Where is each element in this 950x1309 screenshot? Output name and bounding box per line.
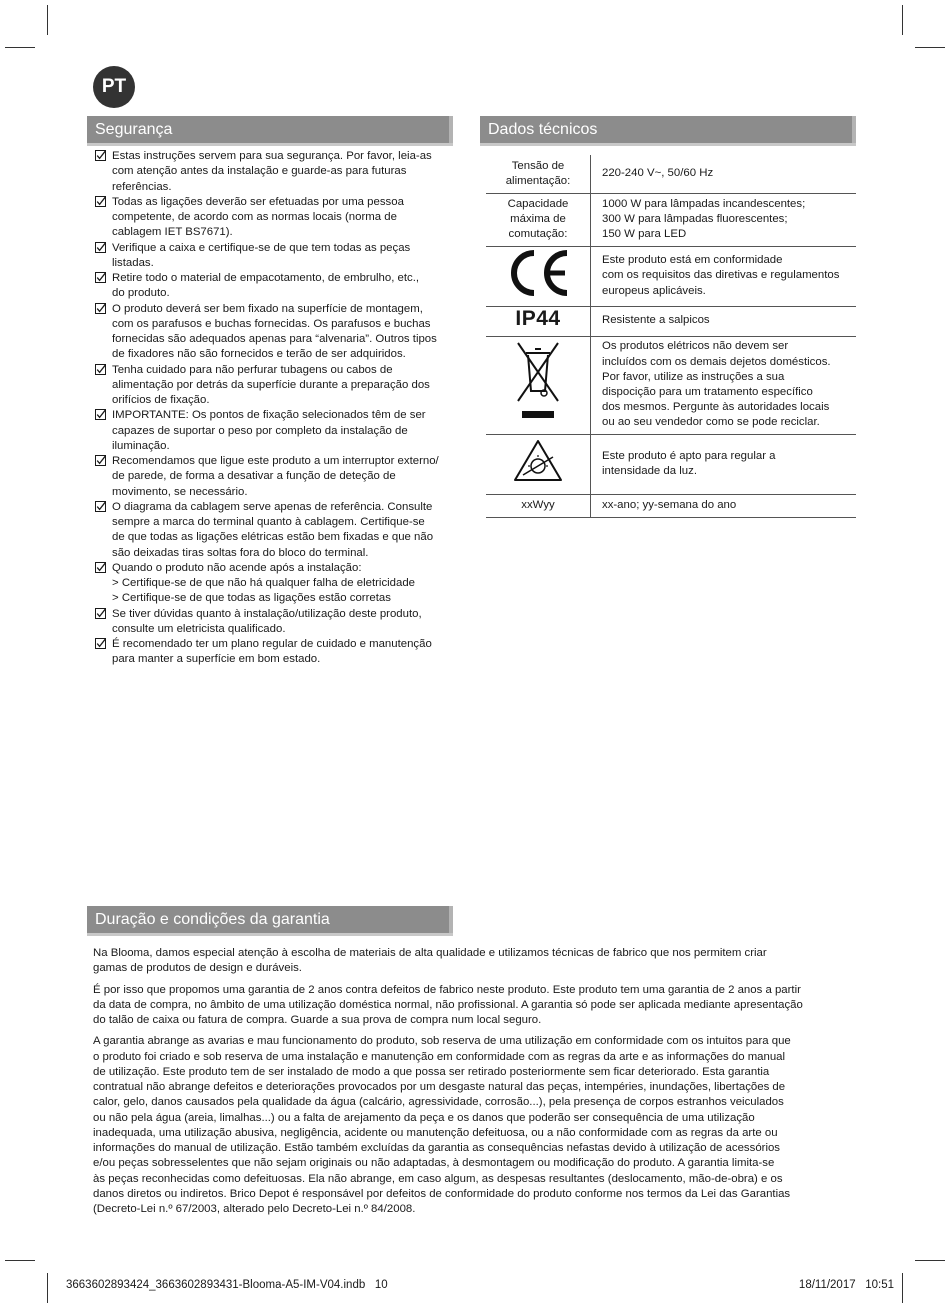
tech-row-value <box>591 246 857 306</box>
tech-row-value <box>591 193 857 246</box>
tech-row <box>486 155 856 193</box>
text-line: orifícios de fixação. <box>112 394 210 406</box>
text-line: 300 W para lâmpadas fluorescentes; <box>602 212 788 225</box>
warranty-heading: Duração e condições da garantia <box>87 906 453 933</box>
text-line: cablagem IET BS7671). <box>112 226 233 239</box>
text-line: 150 W para LED <box>602 228 687 241</box>
checkbox-checked-icon <box>95 272 106 283</box>
safety-item <box>95 241 467 272</box>
text-line: com atenção antes da instalação e guarde-as para futuras <box>112 165 407 178</box>
text-line: às peças reconhecidas como defeituosas. Ela não abrange, em caso algum, as despesas resultantes (deslocamento, mão-de-obra) e os <box>93 1172 783 1185</box>
text-line: gamas de produtos de design e duráveis. <box>93 962 302 975</box>
warranty-paragraph <box>93 946 859 977</box>
text-line: inadequada, uma utilização abusiva, negligência, acidente ou manutenção defeituosa, ou a não conformidade com as regras da arte ou <box>93 1126 778 1139</box>
text-line: Estas instruções servem para sua segurança. Por favor, leia-as <box>112 150 432 162</box>
text-line: informações do manual de utilização. Estão também excluídas da garantia as consequências nefastas devido à utilização de acessórios <box>93 1142 781 1154</box>
text-line: IMPORTANTE: Os pontos de fixação selecionados têm de ser <box>112 409 426 422</box>
tech-heading: Dados técnicos <box>480 116 856 143</box>
safety-item <box>95 500 467 561</box>
text-line: fornecidas são adequados apenas para “alvenaria”. Outros tipos <box>112 333 437 345</box>
footer-timestamp: 18/11/2017 10:51 <box>798 1279 894 1291</box>
text-line: alimentação por detrás da superfície durante a preparação dos <box>112 378 430 391</box>
ce-mark-icon <box>505 248 571 303</box>
crop-mark <box>47 5 48 35</box>
text-line: Retire todo o material de empacotamento, de embrulho, etc., <box>112 272 420 284</box>
text-line: danos diretos ou indiretos. Brico Depot é responsável por defeitos de conformidade do produto conforme nos termos da Lei das Garantias <box>93 1187 791 1200</box>
safety-item <box>95 302 467 363</box>
checkbox-checked-icon <box>95 196 106 207</box>
text-line: comutação: <box>508 228 568 241</box>
text-line: listadas. <box>112 256 154 269</box>
dimmable-triangle-icon <box>512 438 564 489</box>
tech-row <box>486 246 856 306</box>
text-line: intensidade da luz. <box>602 465 697 477</box>
tech-row-key <box>486 434 591 494</box>
crop-mark <box>915 1260 945 1261</box>
safety-item <box>95 271 467 302</box>
text-line: 1000 W para lâmpadas incandescentes; <box>602 197 806 210</box>
safety-item <box>95 149 467 195</box>
text-line: A garantia abrange as avarias e mau funcionamento do produto, sob reserva de uma utilização em conformidade com os intuitos para que <box>93 1035 791 1048</box>
text-line: Este produto está em conformidade <box>602 254 783 267</box>
text-line: Quando o produto não acende após a instalação: <box>112 561 362 574</box>
text-line: > Certifique-se de que não há qualquer falha de eletricidade <box>112 577 416 589</box>
tech-row-key <box>486 155 591 193</box>
text-line: para manter a superfície em bom estado. <box>112 653 321 666</box>
tech-row-key <box>486 336 591 434</box>
checkbox-checked-icon <box>95 364 106 375</box>
tech-row-key <box>486 193 591 246</box>
text-line: de utilização. Este produto tem de ser instalado de modo a que possa ser retirado posteriormente sem ficar deteriorado. Esta garantia <box>93 1065 770 1078</box>
checkbox-checked-icon <box>95 608 106 619</box>
tech-row <box>486 336 856 434</box>
tech-row-value <box>591 306 857 336</box>
text-line: Resistente a salpicos <box>602 314 710 327</box>
text-line: europeus aplicáveis. <box>602 284 706 297</box>
text-line: Este produto é apto para regular a <box>602 449 776 462</box>
ip-rating-label: IP44 <box>515 307 561 331</box>
crop-mark <box>915 47 945 48</box>
text-line: ou não pela água (areia, limalhas...) ou a falta de arejamento da peça e os danos que poderão ser consequência de uma utilização <box>93 1111 755 1124</box>
text-line: da data de compra, no âmbito de uma utilização doméstica normal, não profissional. A garantia só pode ser aplicada mediante apresentação <box>93 998 803 1011</box>
text-line: Recomendamos que ligue este produto a um interruptor externo/ <box>112 455 439 467</box>
safety-item <box>95 607 467 638</box>
text-line: referências. <box>112 180 172 193</box>
text-line: competente, de acordo com as normas locais (norma de <box>112 211 397 223</box>
checkbox-checked-icon <box>95 501 106 512</box>
text-line: de que todas as ligações elétricas estão bem fixadas e que não <box>112 531 434 544</box>
safety-item <box>95 195 467 241</box>
safety-item <box>95 454 467 500</box>
text-line: do talão de caixa ou fatura de compra. Guarde a sua prova de compra num local seguro. <box>93 1014 542 1026</box>
text-line: do produto. <box>112 287 170 300</box>
warranty-text <box>93 946 859 1223</box>
warranty-paragraph <box>93 1034 859 1217</box>
text-line: de fixadores não são fornecidos e terão de ser adquiridos. <box>112 348 406 361</box>
text-line: Tenha cuidado para não perfurar tubagens ou cabos de <box>112 363 393 376</box>
text-line: dos mesmos. Pergunte às autoridades locais <box>602 401 830 414</box>
text-line: de parede, de forma a desativar a função de deteção de <box>112 470 396 483</box>
text-line: com os parafusos e buchas fornecidas. Os parafusos e buchas <box>112 317 431 330</box>
text-line: Se tiver dúvidas quanto à instalação/utilização deste produto, <box>112 607 422 620</box>
safety-item <box>95 408 467 454</box>
tech-data-table <box>486 155 856 518</box>
checkbox-checked-icon <box>95 409 106 420</box>
warranty-paragraph <box>93 983 859 1029</box>
text-line: O diagrama da cablagem serve apenas de referência. Consulte <box>112 500 433 513</box>
text-line: movimento, se necessário. <box>112 485 248 498</box>
crop-mark <box>902 5 903 35</box>
checkbox-checked-icon <box>95 150 106 161</box>
text-line: (Decreto-Lei n.º 67/2003, alterado pelo Decreto-Lei n.º 84/2008. <box>93 1203 416 1215</box>
checkbox-checked-icon <box>95 455 106 466</box>
safety-item <box>95 363 467 409</box>
checkbox-checked-icon <box>95 638 106 649</box>
tech-row <box>486 494 856 517</box>
text-line: contratual não abrange defeitos e deteriorações provocados por um desgaste natural das peças, intempéries, inundações, libertações de <box>93 1081 786 1093</box>
tech-row-value <box>591 336 857 434</box>
tech-row <box>486 434 856 494</box>
text-line: Verifique a caixa e certifique-se de que tem todas as peças <box>112 241 411 254</box>
text-line: Capacidade <box>507 197 569 210</box>
text-line: xxWyy <box>521 498 555 511</box>
tech-row-key <box>486 246 591 306</box>
text-line: sempre a marca do terminal quanto à cablagem. Certifique-se <box>112 516 425 528</box>
tech-row-value <box>591 155 857 193</box>
text-line: calor, gelo, danos causados pela qualidade da água (calcário, agressividade, corrosão...), pela presença de corpos estranhos veiculados <box>93 1096 784 1109</box>
text-line: capazes de suportar o peso por completo da instalação de <box>112 424 408 437</box>
text-line: Na Blooma, damos especial atenção à escolha de materiais de alta qualidade e utilizamos técnicas de fabrico que nos permitem criar <box>93 947 767 959</box>
crop-mark <box>5 47 35 48</box>
footer-file-name: 3663602893424_3663602893431-Blooma-A5-IM-V04.indb 10 <box>66 1279 388 1291</box>
safety-list <box>95 149 467 668</box>
text-line: e/ou peças sobresselentes que não sejam originais ou não adaptadas, à desmontagem ou modificação do produto. A garantia limita-se <box>93 1157 775 1170</box>
text-line: máxima de <box>510 212 566 225</box>
tech-row-value <box>591 434 857 494</box>
tech-row-key <box>486 494 591 517</box>
tech-row <box>486 193 856 246</box>
safety-item <box>95 637 467 668</box>
text-line: Todas as ligações deverão ser efetuadas por uma pessoa <box>112 195 404 208</box>
text-line: iluminação. <box>112 439 170 452</box>
text-line: são deixadas tiras soltas fora do bloco do terminal. <box>112 546 369 559</box>
language-badge: PT <box>93 66 135 108</box>
text-line: O produto deverá ser bem fixado na superfície de montagem, <box>112 302 423 315</box>
text-line: Os produtos elétricos não devem ser <box>602 340 789 353</box>
checkbox-checked-icon <box>95 562 106 573</box>
text-line: É recomendado ter um plano regular de cuidado e manutenção <box>112 638 432 650</box>
text-line: Tensão de <box>511 159 565 172</box>
checkbox-checked-icon <box>95 242 106 253</box>
text-line: dispocição para um tratamento específico <box>602 386 813 398</box>
crop-mark <box>902 1273 903 1303</box>
weee-crossed-bin-icon <box>516 341 560 428</box>
text-line: consulte um eletricista qualificado. <box>112 622 286 635</box>
text-line: ou ao seu vendedor como se pode reciclar. <box>602 416 820 429</box>
text-line: o produto foi criado e sob reserva de uma instalação e manutenção em conformidade com as regras da arte e as informações do manual <box>93 1050 786 1063</box>
text-line: xx-ano; yy-semana do ano <box>602 498 737 511</box>
tech-row-value <box>591 494 857 517</box>
text-line: com os requisitos das diretivas e regulamentos <box>602 269 840 282</box>
safety-item <box>95 561 467 607</box>
text-line: É por isso que propomos uma garantia de 2 anos contra defeitos de fabrico neste produto. Este produto tem uma garantia de 2 anos a partir <box>93 983 801 996</box>
crop-mark <box>5 1260 35 1261</box>
text-line: 220-240 V~, 50/60 Hz <box>602 167 714 180</box>
tech-row-key <box>486 306 591 336</box>
text-line: incluídos com os demais dejetos domésticos. <box>602 355 831 368</box>
checkbox-checked-icon <box>95 303 106 314</box>
safety-heading: Segurança <box>87 116 453 143</box>
text-line: alimentação: <box>505 174 571 187</box>
text-line: Por favor, utilize as instruções a sua <box>602 370 785 383</box>
text-line: > Certifique-se de que todas as ligações estão corretas <box>112 592 391 605</box>
tech-row <box>486 306 856 336</box>
crop-mark <box>47 1273 48 1303</box>
